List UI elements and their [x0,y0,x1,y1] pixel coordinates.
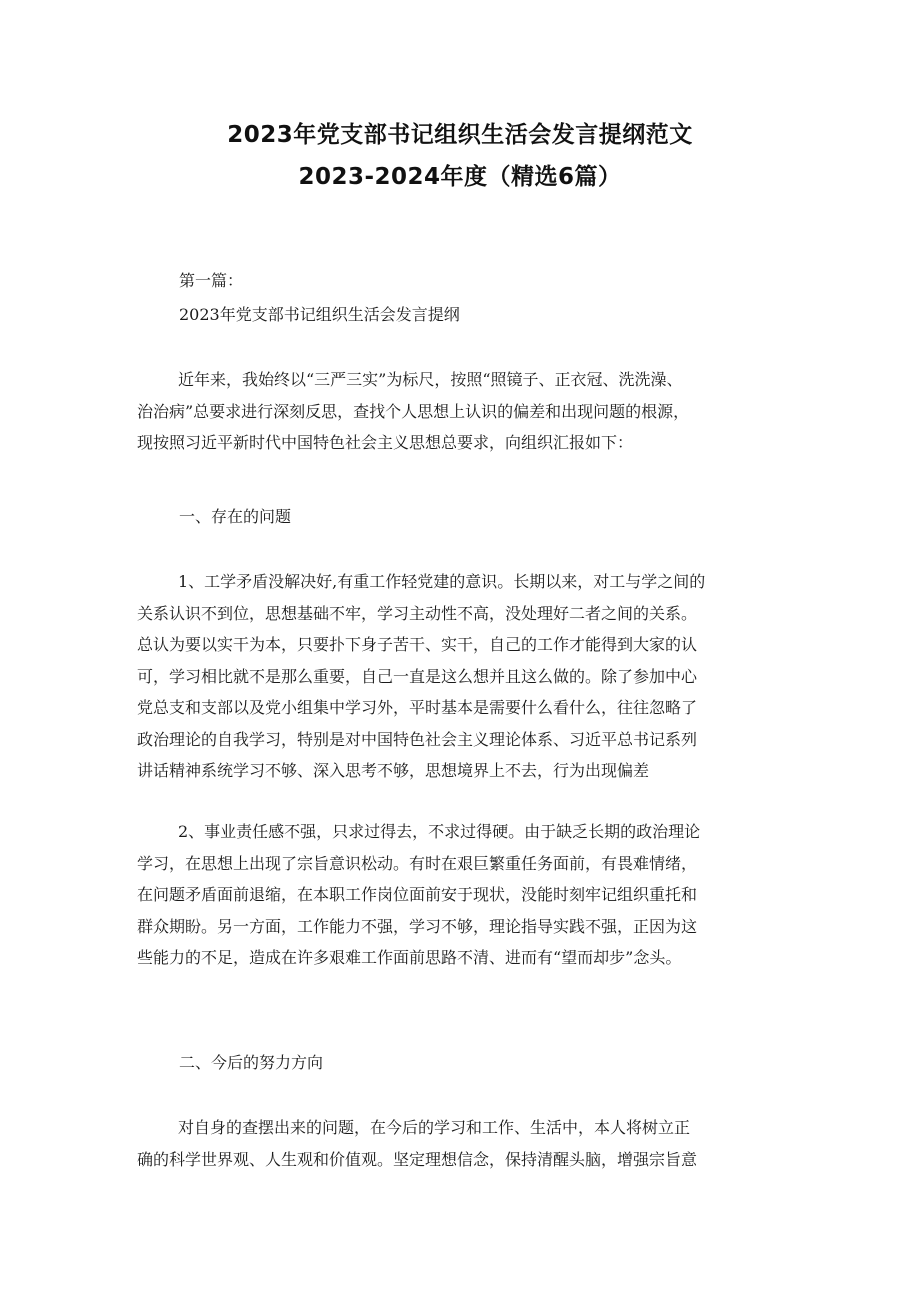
document-subtitle: 2023-2024年度（精选6篇） [298,164,622,190]
paragraph-line: 群众期盼。另一方面，工作能力不强，学习不够，理论指导实践不强，正因为这 [137,916,698,936]
intro-paragraph [137,364,789,459]
paragraph-line: 总认为要以实干为本，只要扑下身子苦干、实干，自己的工作才能得到大家的认 [137,635,698,654]
paragraph-line: 2、事业责任感不强，只求过得去，不求过得硬。由于缺乏长期的政治理论 [178,822,701,841]
paragraph-line: 可，学习相比就不是那么重要，自己一直是这么想并且这么做的。除了参加中心 [137,666,698,686]
paragraph-line: 党总支和支部以及党小组集中学习外，平时基本是需要什么看什么，往往忽略了 [137,698,698,717]
problem-1-paragraph [137,566,789,787]
paragraph-line: 现按照习近平新时代中国特色社会主义思想总要求，向组织汇报如下： [137,433,634,452]
document-title: 2023年党支部书记组织生活会发言提纲范文 [227,122,693,148]
problem-2-paragraph [137,816,789,974]
paragraph-line: 对自身的查摆出来的问题，在今后的学习和工作、生活中，本人将树立正 [178,1118,691,1137]
paragraph-line: 政治理论的自我学习，特别是对中国特色社会主义理论体系、习近平总书记系列 [137,729,698,749]
direction-paragraph [137,1112,789,1175]
paragraph-line: 在问题矛盾面前退缩，在本职工作岗位面前安于现状，没能时刻牢记组织重托和 [137,885,698,904]
paragraph-line: 1、工学矛盾没解决好,有重工作轻党建的意识。长期以来，对工与学之间的 [178,572,706,591]
paragraph-line: 讲话精神系统学习不够、深入思考不够，思想境界上不去，行为出现偏差 [137,761,650,780]
paragraph-line: 关系认识不到位，思想基础不牢，学习主动性不高，没处理好二者之间的关系。 [137,603,698,623]
section-title: 2023年党支部书记组织生活会发言提纲 [179,305,460,324]
paragraph-line: 些能力的不足，造成在许多艰难工作面前思路不清、进而有“望而却步”念头。 [137,948,682,967]
paragraph-line: 近年来，我始终以“三严三实”为标尺，按照“照镜子、正衣冠、洗洗澡、 [178,370,683,389]
paragraph-line: 治治病”总要求进行深刻反思，查找个人思想上认识的偏差和出现问题的根源， [137,401,690,421]
section-label: 第一篇： [179,271,244,290]
paragraph-line: 学习，在思想上出现了宗旨意识松动。有时在艰巨繁重任务面前，有畏难情绪， [137,853,698,873]
paragraph-line: 确的科学世界观、人生观和价值观。坚定理想信念，保持清醒头脑，增强宗旨意 [137,1149,698,1169]
heading-direction: 二、今后的努力方向 [179,1053,324,1072]
heading-problems: 一、存在的问题 [179,507,292,526]
